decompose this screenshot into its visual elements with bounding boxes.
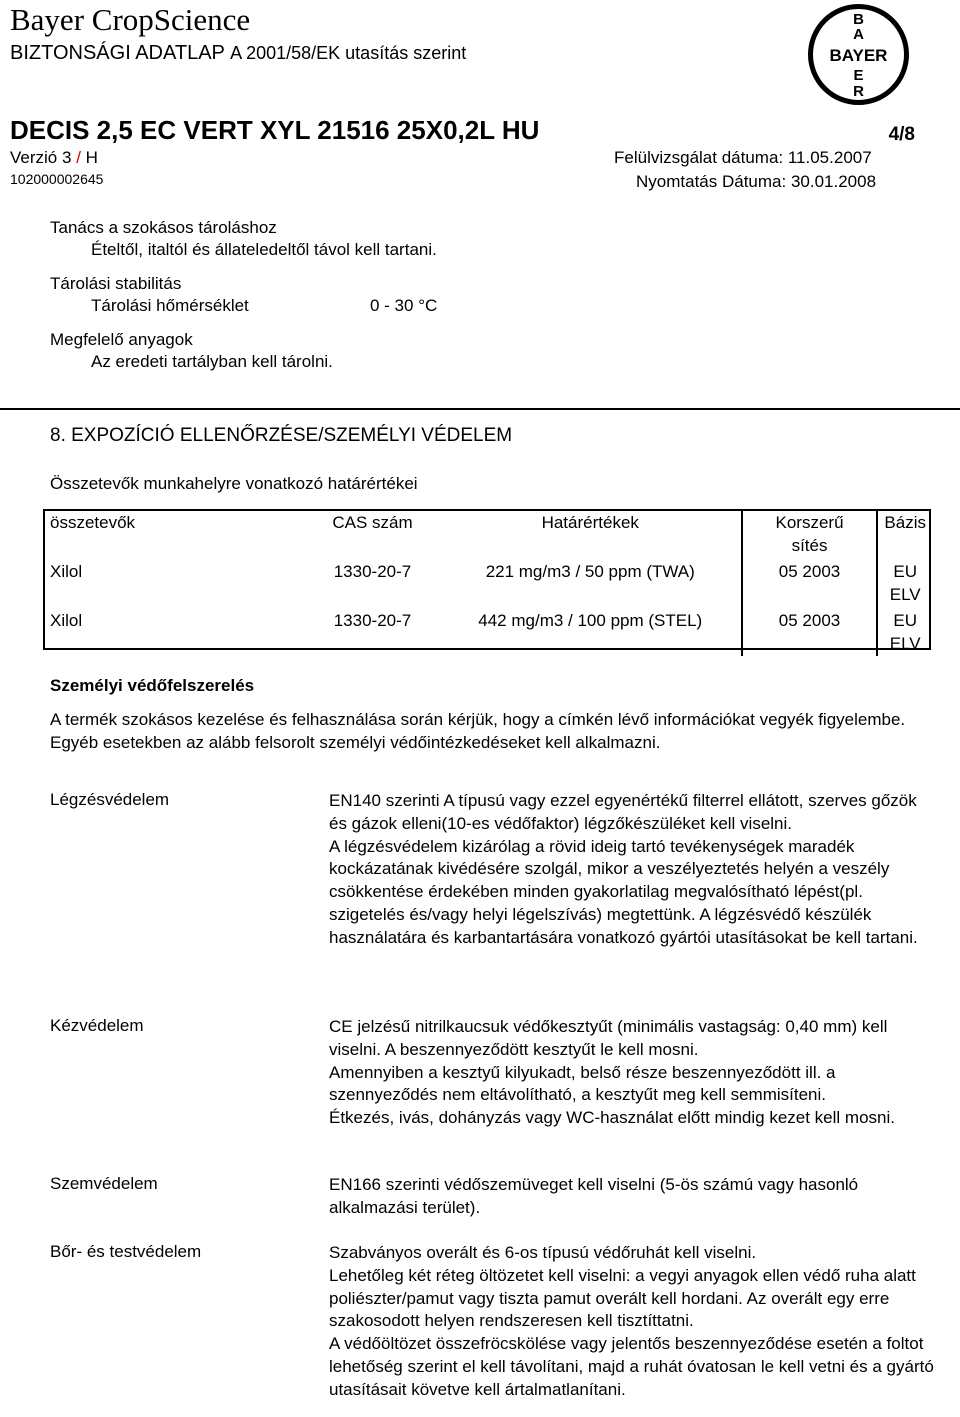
respiratory-text: EN140 szerinti A típusú vagy ezzel egyenértékű filterrel ellátott, szerves gőzök és gázok elleni(10-es védőfaktor) légzőkészüléket kell viselni. A légzésvédelem kizárólag a rövid ideig tartó tevékenységek maradék kockázatának kivédésére szolgál, mikor a veszélyeztetés helyén a veszély csökkentése érdekében minden gyakorlatilag megvalósítható lépést(pl. szigetelés és/vagy helyi légelszívás) megtettünk. A légzésvédő készülék használatára és karbantartására vonatkozó gyártói utasításokat be kell tartani. — [329, 791, 918, 947]
page-number: 4/8 — [888, 124, 915, 145]
review-date: Felülvizsgálat dátuma: 11.05.2007 — [614, 148, 872, 167]
storage-temp-value: 0 - 30 °C — [370, 296, 438, 315]
product-name: DECIS 2,5 EC VERT XYL 21516 25X0,2L HU — [10, 115, 540, 145]
print-date: Nyomtatás Dátuma: 30.01.2008 — [636, 172, 877, 191]
cell-basis: EU ELV — [877, 607, 932, 656]
cell-update: 05 2003 — [742, 558, 878, 607]
header-component: összetevők — [50, 513, 136, 532]
version-label: Verzió — [10, 148, 58, 167]
version-info — [10, 148, 98, 168]
limits-title: Összetevők munkahelyre vonatkozó határértékei — [50, 474, 418, 493]
storage-advice-title: Tanács a szokásos tároláshoz — [50, 218, 277, 237]
cell-component: Xilol — [50, 562, 83, 581]
skin-text: Szabványos overált és 6-os típusú védőruhát kell viselni. Lehetőleg két réteg öltözetet kell viselni: a vegyi anyagok ellen védő ruha alatt poliészter/pamut vagy tiszta pamut overált kell hordani. Az overált egy erre szakosodott helyen rendszeresen kell tisztíttatni. A védőöltözet összefröcskölése vagy jelentős beszennyeződése esetén a foltot lehetőség szerint el kell távolítani, majd a ruhát óvatosan le kell vetni és a gyártó utasításait követve kell ártalmatlanítani. — [329, 1243, 934, 1399]
document-number: 102000002645 — [10, 171, 104, 187]
cell-limits: 221 mg/m3 / 50 ppm (TWA) — [485, 562, 695, 581]
company-name: Bayer CropScience — [10, 2, 251, 37]
cell-update: 05 2003 — [742, 607, 878, 656]
materials-title: Megfelelő anyagok — [50, 330, 193, 349]
section-divider — [0, 408, 960, 410]
svg-text:A: A — [853, 26, 864, 43]
version-number: 3 — [61, 148, 72, 167]
hand-text: CE jelzésű nitrilkaucsuk védőkesztyűt (minimális vastagság: 0,40 mm) kell viselni. A beszennyeződött kesztyűt le kell mosni. Amennyiben a kesztyű kilyukadt, belső része beszennyeződött ill. a szennyeződés nem eltávolítható, a kesztyűt meg kell semmisíteni. Étkezés, ivás, dohányzás vagy WC-használat előtt mindig kezet kell mosni. — [329, 1017, 895, 1128]
document-type — [10, 42, 466, 65]
eye-label: Szemvédelem — [50, 1174, 158, 1193]
ppe-title: Személyi védőfelszerelés — [50, 676, 255, 695]
version-separator: / — [76, 148, 81, 167]
bayer-logo-text: BAYER — [829, 46, 888, 65]
materials-text: Az eredeti tartályban kell tárolni. — [91, 352, 333, 371]
respiratory-label: Légzésvédelem — [50, 790, 170, 809]
svg-text:B: B — [853, 11, 864, 28]
cell-component: Xilol — [50, 611, 83, 630]
table-header-row — [44, 509, 932, 558]
table-row — [44, 607, 932, 656]
cell-cas: 1330-20-7 — [333, 611, 412, 630]
header-cas: CAS szám — [332, 513, 413, 532]
skin-label: Bőr- és testvédelem — [50, 1242, 202, 1261]
doc-type-title: BIZTONSÁGI ADATLAP — [10, 42, 225, 64]
header-basis: Bázis — [877, 509, 932, 558]
cell-cas: 1330-20-7 — [333, 562, 412, 581]
storage-stability-title: Tárolási stabilitás — [50, 274, 182, 293]
cell-limits: 442 mg/m3 / 100 ppm (STEL) — [478, 611, 703, 630]
bayer-logo — [806, 2, 911, 107]
header-update: Korszerű sítés — [742, 509, 878, 558]
storage-advice-text: Ételtől, italtól és állateledeltől távol kell tartani. — [91, 240, 437, 259]
svg-text:E: E — [853, 67, 864, 84]
storage-temp-label: Tárolási hőmérséklet — [91, 296, 249, 315]
cell-basis: EU ELV — [877, 558, 932, 607]
eye-text: EN166 szerinti védőszemüveget kell viselni (5-ös számú vagy hasonló alkalmazási terület). — [329, 1175, 859, 1217]
svg-text:R: R — [853, 83, 864, 100]
version-letter: H — [85, 148, 98, 167]
section-title: 8. EXPOZÍCIÓ ELLENŐRZÉSE/SZEMÉLYI VÉDELEM — [50, 425, 513, 446]
regulation-text: A 2001/58/EK utasítás szerint — [230, 43, 467, 63]
exposure-limits-table — [44, 509, 932, 656]
ppe-intro: A termék szokásos kezelése és felhasználása során kérjük, hogy a címkén lévő információkat vegyék figyelembe. Egyéb esetekben az alább felsorolt személyi védőintézkedéseket kell alkalmazni. — [50, 710, 906, 752]
hand-label: Kézvédelem — [50, 1016, 144, 1035]
table-row — [44, 558, 932, 607]
header-limits: Határértékek — [541, 513, 639, 532]
